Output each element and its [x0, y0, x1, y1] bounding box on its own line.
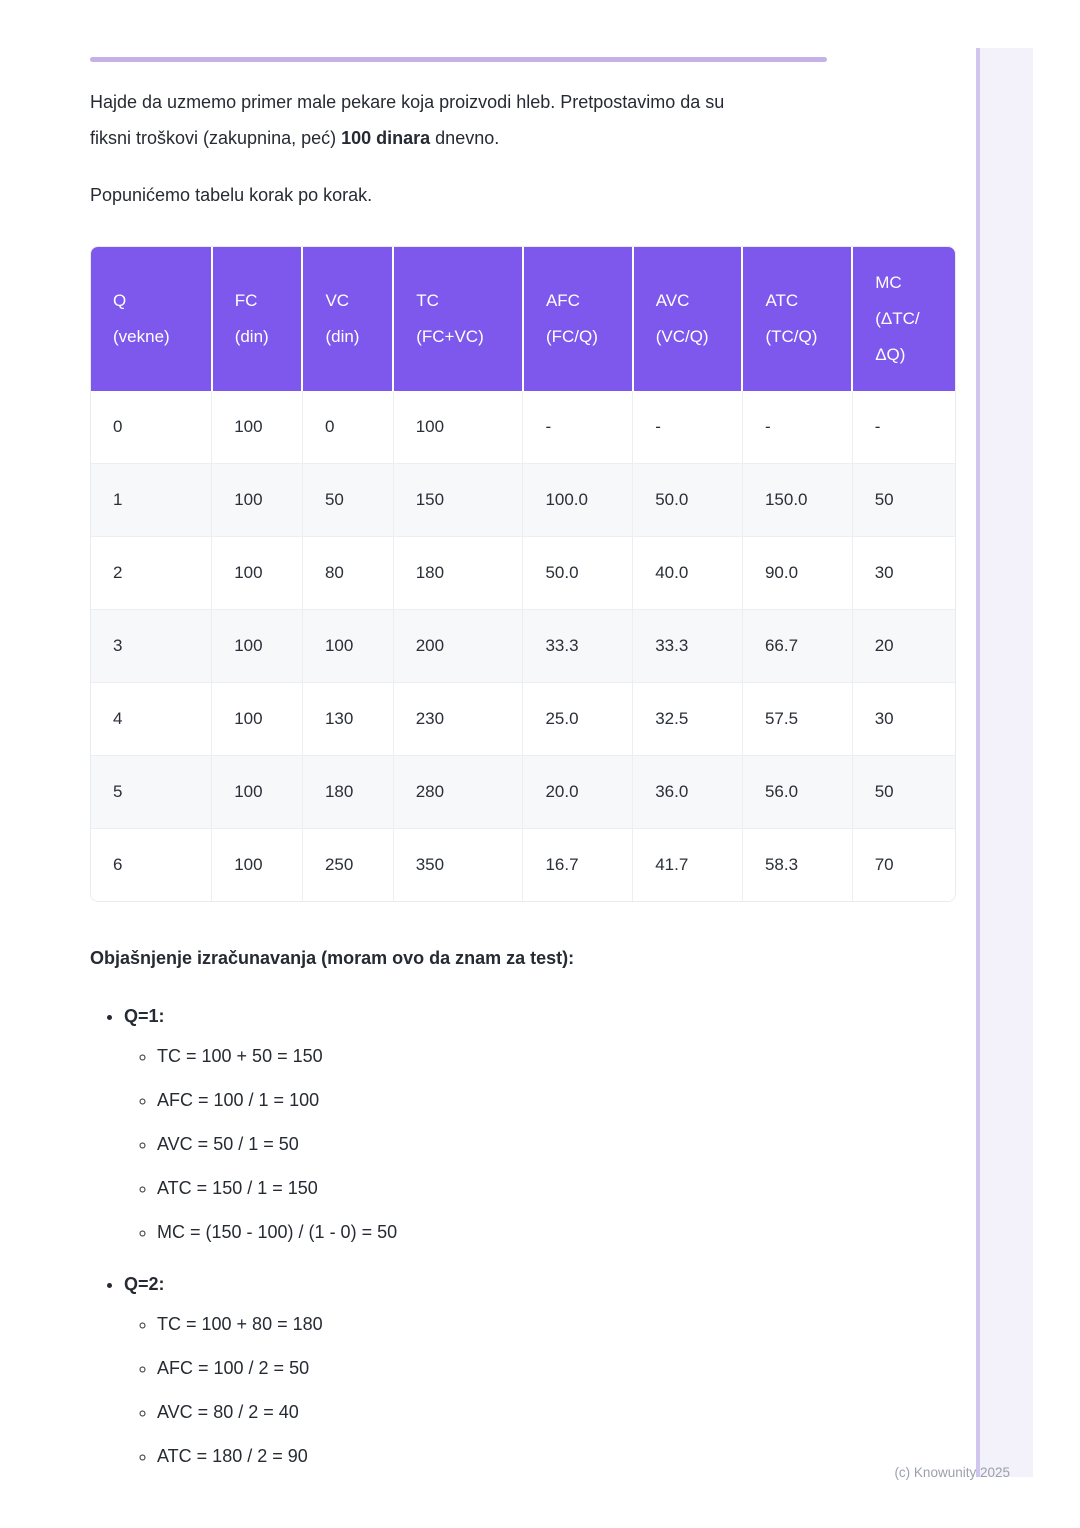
column-formula: (TC/Q) — [765, 327, 818, 346]
column-header-q — [91, 247, 212, 391]
calc-list-item: ◦ ATC = 150 / 1 = 150 — [157, 1170, 958, 1206]
table-cell: 200 — [393, 610, 523, 683]
table-cell: 0 — [91, 391, 212, 464]
table-cell: 280 — [393, 756, 523, 829]
calc-sublist-q1 — [124, 1038, 958, 1250]
table-cell: 6 — [91, 829, 212, 902]
subtitle-paragraph: Popunićemo tabelu korak po korak. — [90, 185, 373, 205]
table-cell: 230 — [393, 683, 523, 756]
table-cell: 36.0 — [633, 756, 743, 829]
column-label: TC — [416, 291, 439, 310]
table-cell: 100 — [212, 756, 303, 829]
table-cell: 180 — [302, 756, 393, 829]
table-row — [91, 829, 955, 902]
calc-list-item: ◦ ATC = 180 / 2 = 90 — [157, 1438, 958, 1474]
table-cell: 57.5 — [742, 683, 852, 756]
column-label: VC — [325, 291, 350, 310]
explanation-list — [90, 998, 958, 1474]
bullet-group-label: Q=1: — [124, 1006, 165, 1026]
intro-paragraph — [90, 84, 958, 156]
table-cell: 80 — [302, 537, 393, 610]
table-cell: 50.0 — [523, 537, 633, 610]
column-label: FC — [234, 291, 258, 310]
table-cell: 150.0 — [742, 464, 852, 537]
bullet-group-label: Q=2: — [124, 1274, 165, 1294]
table-cell: 180 — [393, 537, 523, 610]
column-header-tc — [393, 247, 523, 391]
table-cell: 100 — [212, 683, 303, 756]
table-cell: 2 — [91, 537, 212, 610]
column-label: AFC — [545, 291, 580, 310]
explanation-heading: Objašnjenje izračunavanja (moram ovo da znam za test): — [90, 948, 575, 968]
table-body — [91, 391, 955, 901]
column-header-mc — [852, 247, 955, 391]
table-cell: 100 — [212, 391, 303, 464]
table-cell: 4 — [91, 683, 212, 756]
column-header-vc — [302, 247, 393, 391]
calc-sublist-q2 — [124, 1306, 958, 1474]
table-cell: 100 — [212, 610, 303, 683]
table-cell: 33.3 — [523, 610, 633, 683]
table-cell: 30 — [852, 537, 955, 610]
column-label: ATC — [765, 291, 799, 310]
calc-list-item: ◦ MC = (150 - 100) / (1 - 0) = 50 — [157, 1214, 958, 1250]
table-cell: 20 — [852, 610, 955, 683]
table-row — [91, 610, 955, 683]
table-row — [91, 756, 955, 829]
table-row — [91, 683, 955, 756]
table-row — [91, 464, 955, 537]
table-cell: 50.0 — [633, 464, 743, 537]
column-label: Q — [113, 291, 127, 310]
calc-list-item: ◦ AFC = 100 / 1 = 100 — [157, 1082, 958, 1118]
cost-table — [90, 246, 956, 902]
table-cell: 20.0 — [523, 756, 633, 829]
calc-list-item: ◦ AFC = 100 / 2 = 50 — [157, 1350, 958, 1386]
table-cell: 100 — [302, 610, 393, 683]
table-cell: 3 — [91, 610, 212, 683]
table-row — [91, 391, 955, 464]
bullet-group-q2 — [124, 1266, 958, 1474]
table-cell: 100 — [212, 829, 303, 902]
column-header-fc — [212, 247, 303, 391]
table-cell: 32.5 — [633, 683, 743, 756]
column-label: MC — [875, 273, 902, 292]
table-cell: 50 — [302, 464, 393, 537]
calc-list-item: ◦ TC = 100 + 50 = 150 — [157, 1038, 958, 1074]
table-cell: 50 — [852, 464, 955, 537]
column-formula: (FC+VC) — [416, 327, 484, 346]
table-cell: 5 — [91, 756, 212, 829]
column-formula: (din) — [234, 327, 269, 346]
table-cell: 1 — [91, 464, 212, 537]
right-side-panel — [976, 48, 1033, 1477]
calc-list-item: ◦ AVC = 80 / 2 = 40 — [157, 1394, 958, 1430]
table-cell: 25.0 — [523, 683, 633, 756]
column-label: AVC — [655, 291, 690, 310]
intro-line1: Hajde da uzmemo primer male pekare koja proizvodi hleb. Pretpostavimo da su — [90, 92, 725, 112]
table-cell: 130 — [302, 683, 393, 756]
table-cell: 100.0 — [523, 464, 633, 537]
intro-bold-value: 100 dinara — [341, 128, 431, 148]
calc-list-item: ◦ AVC = 50 / 1 = 50 — [157, 1126, 958, 1162]
table-header — [91, 247, 955, 391]
table-cell: 40.0 — [633, 537, 743, 610]
page-content — [90, 84, 958, 1490]
table-cell: 58.3 — [742, 829, 852, 902]
bullet-group-q1 — [124, 998, 958, 1250]
table-cell: 100 — [393, 391, 523, 464]
column-header-afc — [523, 247, 633, 391]
table-cell: 350 — [393, 829, 523, 902]
table-cell: 50 — [852, 756, 955, 829]
table-cell: 150 — [393, 464, 523, 537]
table-cell: 100 — [212, 537, 303, 610]
table-cell: 66.7 — [742, 610, 852, 683]
table-cell: 0 — [302, 391, 393, 464]
column-formula: (din) — [325, 327, 360, 346]
column-formula: (VC/Q) — [655, 327, 709, 346]
table-cell: - — [633, 391, 743, 464]
column-formula: (FC/Q) — [545, 327, 598, 346]
table-cell: 70 — [852, 829, 955, 902]
table-cell: 90.0 — [742, 537, 852, 610]
divider-rule — [90, 57, 827, 62]
column-header-atc — [742, 247, 852, 391]
intro-line2-post: dnevno. — [430, 128, 500, 148]
table-cell: 33.3 — [633, 610, 743, 683]
copyright-text: (c) Knowunity 2025 — [894, 1465, 1010, 1480]
table-cell: 16.7 — [523, 829, 633, 902]
table-cell: - — [852, 391, 955, 464]
column-formula: (vekne) — [113, 327, 170, 346]
table-cell: 41.7 — [633, 829, 743, 902]
calc-list-item: ◦ TC = 100 + 80 = 180 — [157, 1306, 958, 1342]
column-header-avc — [633, 247, 743, 391]
table-cell: - — [742, 391, 852, 464]
table-cell: - — [523, 391, 633, 464]
table-cell: 100 — [212, 464, 303, 537]
column-formula: (ΔTC/ ΔQ) — [875, 309, 920, 364]
header-row — [91, 247, 955, 391]
table-cell: 250 — [302, 829, 393, 902]
intro-line2-pre: fiksni troškovi (zakupnina, peć) — [90, 128, 342, 148]
table-cell: 30 — [852, 683, 955, 756]
table-row — [91, 537, 955, 610]
table-cell: 56.0 — [742, 756, 852, 829]
